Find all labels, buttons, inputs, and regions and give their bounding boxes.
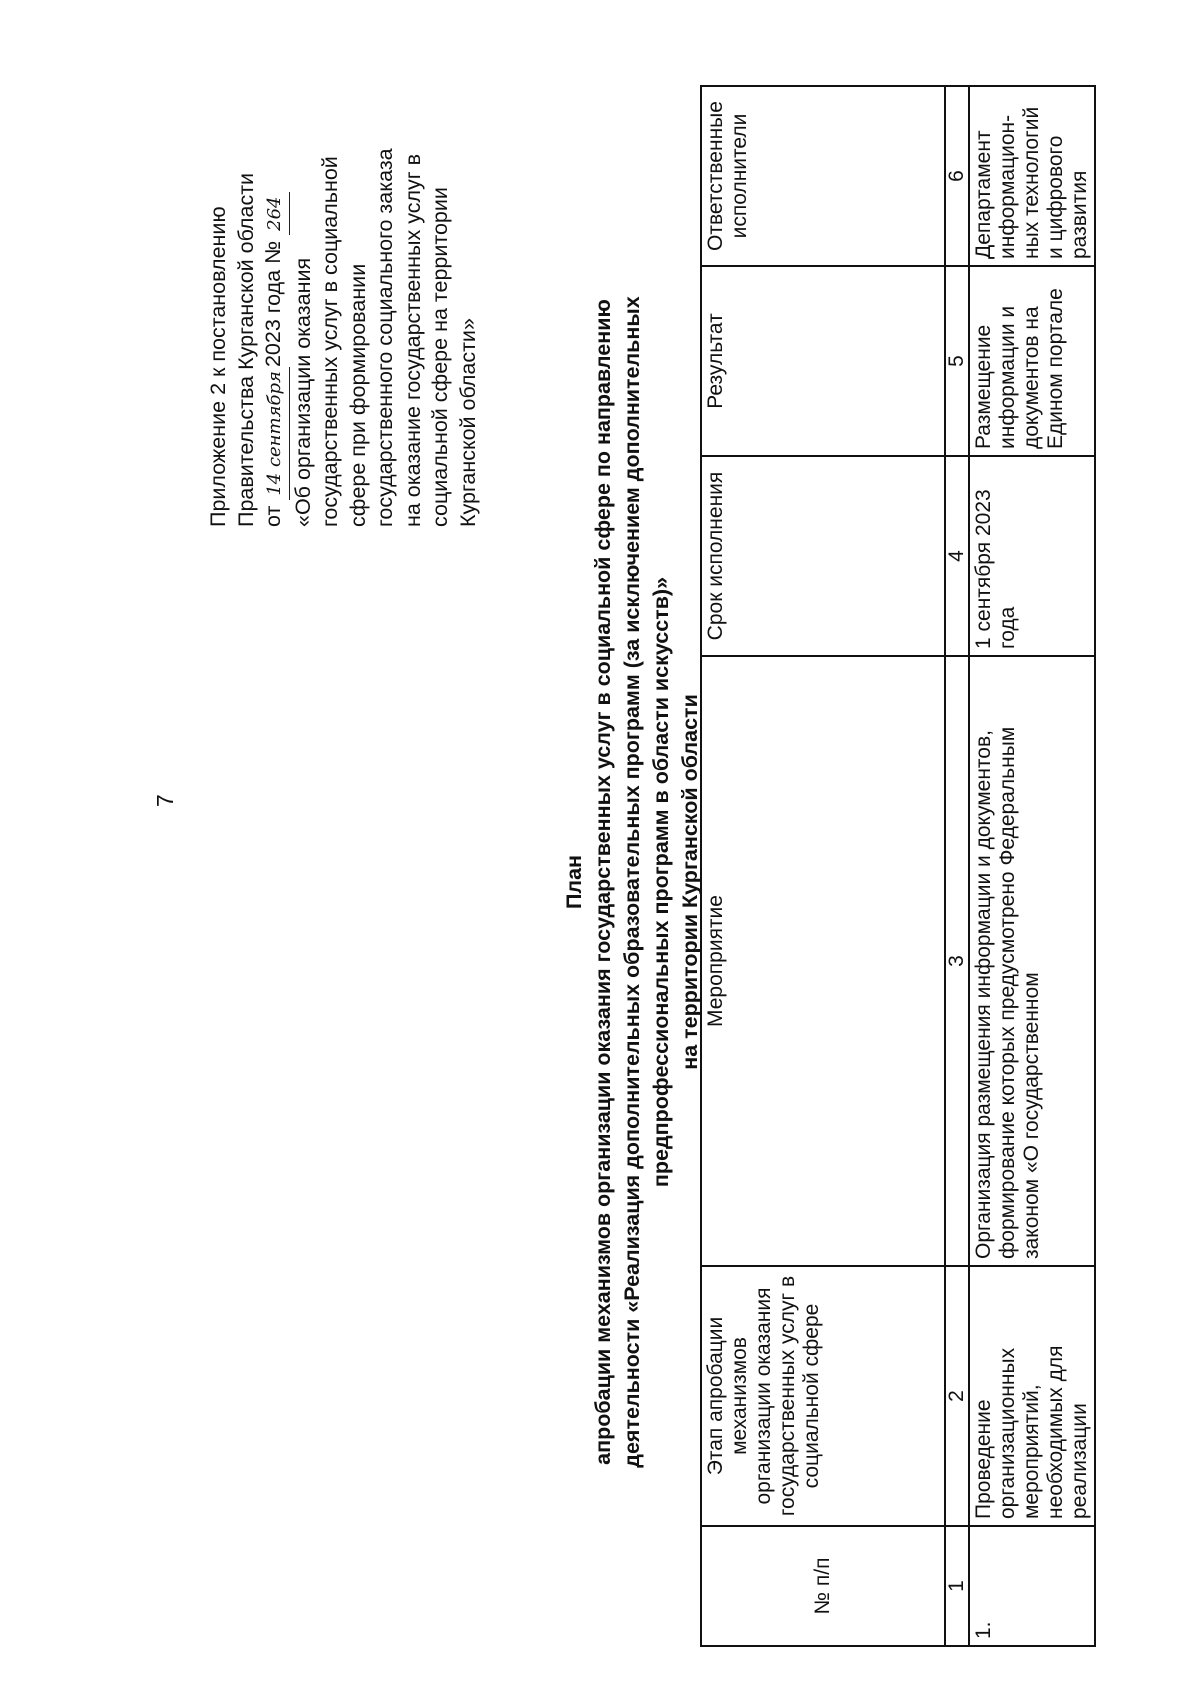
plan-table xyxy=(700,85,1096,1647)
table-cell: Департамент информацион-ных технологий и цифрового развития xyxy=(969,86,1095,266)
table-row xyxy=(969,86,1095,1646)
header-cell-activity: Мероприятие xyxy=(701,656,945,1266)
table-cell: Размещение информации и документов на Едином портале xyxy=(969,266,1095,456)
table-cell: 1 сентября 2023 года xyxy=(969,456,1095,656)
table-cell: 1. xyxy=(969,1526,1095,1646)
appendix-title-line: «Об организации оказания xyxy=(290,257,315,527)
column-number: 3 xyxy=(945,656,969,1266)
appendix-date-line xyxy=(260,0,290,527)
table-cell: Организация размещения информации и документов, формирование которых предусмотрено Федеральным законом «О государственном xyxy=(969,656,1095,1266)
column-number-row xyxy=(945,86,969,1646)
page-number: 7 xyxy=(152,794,178,807)
header-cell-deadline: Срок исполнения xyxy=(701,456,945,656)
plan-heading: План xyxy=(562,854,586,910)
column-number: 1 xyxy=(945,1526,969,1646)
header-cell-result: Результат xyxy=(701,266,945,456)
appendix-title-line: сфере при формировании xyxy=(345,263,370,527)
appendix-title-line: государственного социального заказа xyxy=(373,148,397,527)
table-header-row xyxy=(701,86,945,1646)
handwritten-number: 264 xyxy=(261,192,290,234)
appendix-year: 2023 года № xyxy=(261,240,285,368)
column-number: 6 xyxy=(945,86,969,266)
appendix-line: Приложение 2 к постановлению xyxy=(206,206,230,527)
table-cell: Проведение организационных мероприятий, необходимых для реализации xyxy=(969,1266,1095,1526)
appendix-title-line: Курганской области» xyxy=(455,318,480,527)
header-cell-stage: Этап апробации механизмов организации оказания государственных услуг в социальной сфере xyxy=(701,1266,945,1526)
plan-title-line: деятельности «Реализация дополнительных образовательных программ (за исключением дополнительных xyxy=(620,296,644,1468)
appendix-ot: от xyxy=(261,505,285,527)
handwritten-date: 14 сентября xyxy=(261,367,290,500)
column-number: 4 xyxy=(945,456,969,656)
plan-title-line: апробации механизмов организации оказания государственных услуг в социальной сфере по направлению xyxy=(591,299,615,1465)
plan-title xyxy=(560,197,705,1567)
header-cell-executors: Ответственные исполнители xyxy=(701,86,945,266)
appendix-block xyxy=(205,0,482,527)
appendix-title-line: на оказание государственных услуг в xyxy=(400,153,425,527)
column-number: 2 xyxy=(945,1266,969,1526)
column-number: 5 xyxy=(945,266,969,456)
appendix-line: Правительства Курганской области xyxy=(233,172,258,527)
plan-title-line: предпрофессиональных программ в области искусств)» xyxy=(649,576,673,1188)
appendix-title-line: государственных услуг в социальной xyxy=(318,156,342,527)
plan-title-line: на территории Курганской области xyxy=(678,694,702,1070)
header-cell-number: № п/п xyxy=(701,1526,945,1646)
appendix-title-line: социальной сфере на территории xyxy=(428,187,452,527)
